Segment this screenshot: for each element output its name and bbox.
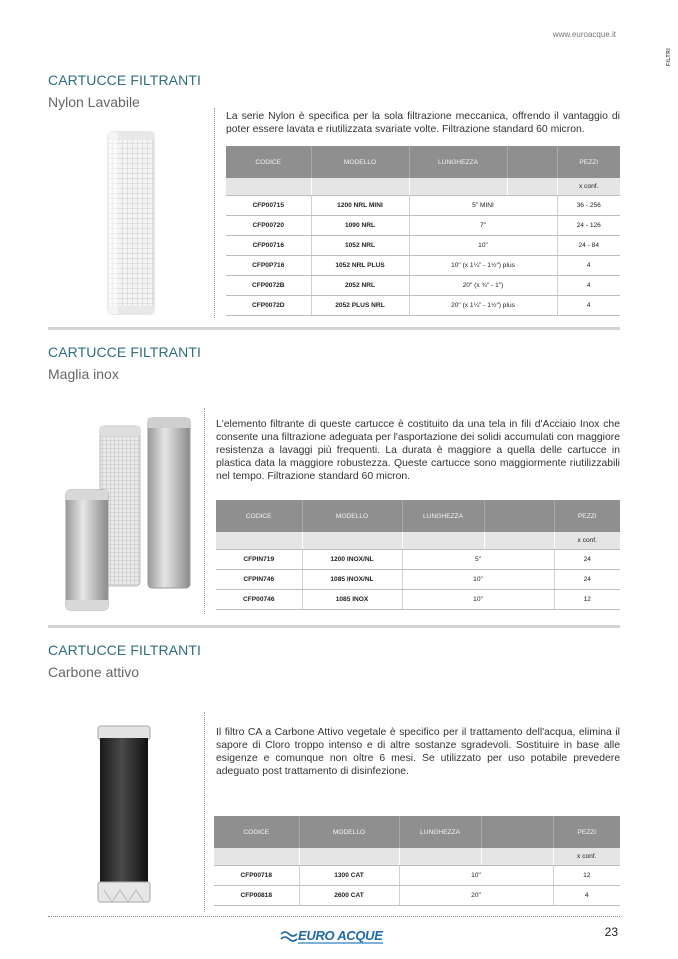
- table-row: [216, 570, 620, 590]
- col-header-blank: [484, 500, 554, 532]
- col-header-blank: [481, 816, 553, 848]
- product-code: CFP0072D: [226, 296, 311, 316]
- table-row: [226, 276, 620, 296]
- divider: [204, 712, 205, 912]
- divider: [214, 108, 215, 318]
- product-pieces: 24: [554, 550, 620, 570]
- col-header-pieces: PEZZI: [553, 816, 620, 848]
- side-tab-label: FILTRI: [666, 47, 672, 67]
- product-code: CFP00718: [214, 866, 299, 886]
- product-model: 2052 PLUS NRL: [311, 296, 409, 316]
- table-row: [214, 886, 620, 906]
- col-header-length: LUNGHEZZA: [399, 816, 481, 848]
- carbon-cartridge-image: [88, 720, 160, 910]
- product-table: [214, 816, 620, 906]
- product-length: 5" MINI: [409, 196, 557, 216]
- logo-text: EURO ACQUE: [298, 927, 383, 943]
- col-header-pieces: PEZZI: [554, 500, 620, 532]
- col-header-code: CODICE: [226, 146, 311, 178]
- table-row: [216, 590, 620, 610]
- product-pieces: 4: [557, 276, 620, 296]
- product-table: [216, 500, 620, 610]
- section-description: Il filtro CA a Carbone Attivo vegetale è specifico per il trattamento dell'acqua, elimina il sapore di Cloro troppo intenso e di altre sostanze sgradevoli. Sostituire in base alle esigenze e comunque non oltre 6 mesi. Se utilizzato per uso potabile prevedere adeguato post trattamento di disinfezione.: [216, 727, 620, 777]
- section-subtitle: Nylon Lavabile: [48, 94, 140, 110]
- divider: [204, 408, 205, 614]
- col-header-length: LUNGHEZZA: [409, 146, 507, 178]
- product-length: 5": [402, 550, 554, 570]
- product-length: 7": [409, 216, 557, 236]
- site-url[interactable]: www.euroacque.it: [552, 30, 616, 39]
- product-length: 10": [399, 866, 553, 886]
- product-pieces: 4: [557, 256, 620, 276]
- section-title: CARTUCCE FILTRANTI: [48, 642, 201, 658]
- col-header-pieces: PEZZI: [557, 146, 620, 178]
- col-header-model: MODELLO: [299, 816, 399, 848]
- product-length: 20": [399, 886, 553, 906]
- table-row: [226, 196, 620, 216]
- side-tab: [662, 44, 676, 70]
- section-subtitle: Carbone attivo: [48, 664, 140, 680]
- table-row: [226, 256, 620, 276]
- product-code: CFP00720: [226, 216, 311, 236]
- col-header-code: CODICE: [216, 500, 302, 532]
- product-model: 1200 NRL MINI: [311, 196, 409, 216]
- product-pieces: 12: [553, 866, 620, 886]
- product-model: 1200 INOX/NL: [302, 550, 402, 570]
- col-header-model: MODELLO: [311, 146, 409, 178]
- product-length: 20" (x ¾" - 1"): [409, 276, 557, 296]
- product-code: CFP00716: [226, 236, 311, 256]
- product-code: CFP00818: [214, 886, 299, 906]
- product-model: 1090 NRL: [311, 216, 409, 236]
- product-pieces: 24: [554, 570, 620, 590]
- per-pack-label: x conf.: [554, 532, 620, 550]
- inox-cartridges-image: [62, 408, 212, 618]
- product-pieces: 24 - 126: [557, 216, 620, 236]
- per-pack-label: x conf.: [553, 848, 620, 866]
- section-separator: [48, 625, 620, 628]
- product-length: 10" (x 1¼" - 1½") plus: [409, 256, 557, 276]
- table-row: [226, 216, 620, 236]
- brand-logo: [280, 926, 398, 946]
- product-code: CFPIN719: [216, 550, 302, 570]
- per-pack-label: x conf.: [557, 178, 620, 196]
- col-header-length: LUNGHEZZA: [402, 500, 484, 532]
- product-length: 10": [402, 570, 554, 590]
- product-code: CFP0072B: [226, 276, 311, 296]
- product-code: CFPIN746: [216, 570, 302, 590]
- col-header-code: CODICE: [214, 816, 299, 848]
- col-header-blank: [507, 146, 557, 178]
- page-number: 23: [604, 925, 618, 939]
- section-separator: [48, 327, 620, 330]
- product-model: 1300 CAT: [299, 866, 399, 886]
- product-code: CFP00715: [226, 196, 311, 216]
- section-description: La serie Nylon è specifica per la sola filtrazione meccanica, offrendo il vantaggio di poter essere lavata e riutilizzata svariate volte. Filtrazione standard 60 micron.: [226, 111, 620, 135]
- product-pieces: 24 - 84: [557, 236, 620, 256]
- nylon-cartridge-image: [102, 128, 160, 318]
- product-code: CFP0P716: [226, 256, 311, 276]
- product-length: 20" (x 1¼" - 1½") plus: [409, 296, 557, 316]
- product-model: 1052 NRL PLUS: [311, 256, 409, 276]
- table-row: [214, 866, 620, 886]
- section-subtitle: Maglia inox: [48, 366, 119, 382]
- product-model: 1052 NRL: [311, 236, 409, 256]
- product-model: 1085 INOX: [302, 590, 402, 610]
- product-model: 2052 NRL: [311, 276, 409, 296]
- product-pieces: 4: [557, 296, 620, 316]
- product-pieces: 4: [553, 886, 620, 906]
- product-table: [226, 146, 620, 316]
- section-description: L'elemento filtrante di queste cartucce è costituito da una tela in fili d'Acciaio Inox che consente una filtrazione adeguata per l'asportazione dei solidi accumulati con maggiore resistenza a lavaggi più frequenti. La durata è maggiore a quella delle cartucce in plastica data la maggiore robustezza. Queste cartucce sono maggiormente riutilizzabili nel tempo. Filtrazione standard 60 micron.: [216, 419, 620, 482]
- product-pieces: 12: [554, 590, 620, 610]
- product-length: 10": [402, 590, 554, 610]
- table-row: [226, 296, 620, 316]
- section-title: CARTUCCE FILTRANTI: [48, 72, 201, 88]
- product-model: 2600 CAT: [299, 886, 399, 906]
- product-length: 10": [409, 236, 557, 256]
- table-row: [216, 550, 620, 570]
- product-model: 1085 INOX/NL: [302, 570, 402, 590]
- table-row: [226, 236, 620, 256]
- product-pieces: 36 - 256: [557, 196, 620, 216]
- section-title: CARTUCCE FILTRANTI: [48, 344, 201, 360]
- product-code: CFP00746: [216, 590, 302, 610]
- col-header-model: MODELLO: [302, 500, 402, 532]
- wave-icon: [280, 929, 298, 943]
- footer-separator: [48, 916, 620, 917]
